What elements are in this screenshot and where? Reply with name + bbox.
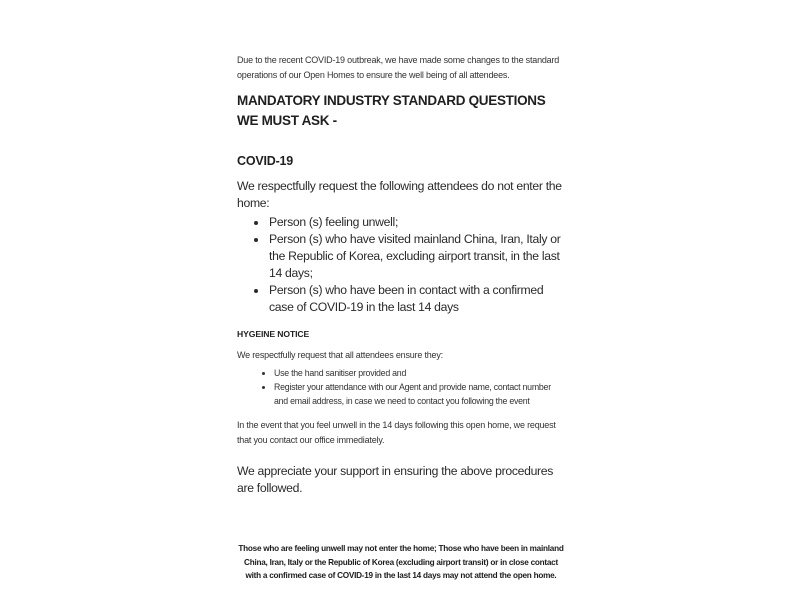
closing-paragraph: We appreciate your support in ensuring the above procedures are followed. — [237, 464, 554, 495]
covid-request-text: We respectfully request the following attendees do not enter the home: — [237, 179, 562, 210]
covid-section-heading: COVID-19 — [237, 154, 294, 168]
footer-notice: Those who are feeling unwell may not enter the home; Those who have been in mainland China, Iran, Italy or the Republic of Korea (excluding airport transit) or in close contact with a confirmed case of COVID-19 in the last 14 days may not attend the open home. — [238, 544, 564, 580]
covid-bullet-item: • Person (s) who have been in contact with a confirmed case of COVID-19 in the last 14 days — [268, 282, 565, 316]
intro-paragraph: Due to the recent COVID-19 outbreak, we have made some changes to the standard operations of our Open Homes to ensure the well being of all attendees. — [237, 55, 560, 80]
hygiene-bullet-item: • Use the hand sanitiser provided and — [274, 366, 565, 380]
followup-paragraph: In the event that you feel unwell in the 14 days following this open home, we request that you contact our office immediately. — [237, 420, 556, 445]
covid-bullet-item: • Person (s) feeling unwell; — [268, 214, 565, 231]
main-heading: MANDATORY INDUSTRY STANDARD QUESTIONS WE MUST ASK - — [237, 93, 546, 128]
hygiene-bullet-item: • Register your attendance with our Agent and provide name, contact number and email address, in case we need to contact you following the event — [274, 380, 565, 408]
hygiene-bullet-list — [237, 366, 565, 408]
covid-bullet-item: • Person (s) who have visited mainland China, Iran, Italy or the Republic of Korea, excluding airport transit, in the last 14 days; — [268, 231, 565, 282]
hygiene-section-heading: HYGEINE NOTICE — [237, 329, 310, 339]
covid-bullet-list — [237, 214, 565, 316]
hygiene-request-text: We respectfully request that all attendees ensure they: — [237, 350, 443, 360]
